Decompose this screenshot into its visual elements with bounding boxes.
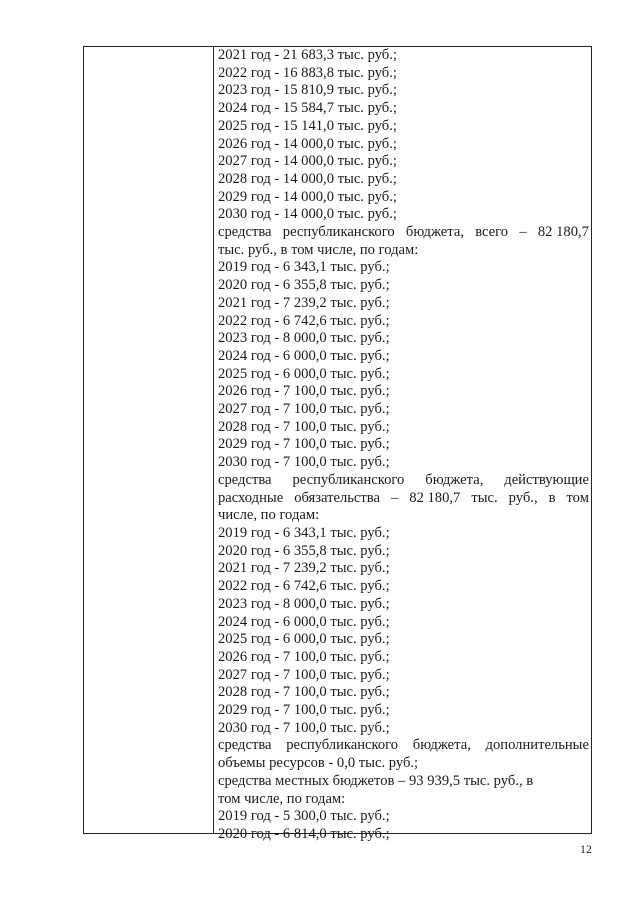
word: средства	[218, 737, 272, 754]
local-budget-heading: средства местных бюджетов – 93 939,5 тыс. руб., в	[218, 772, 534, 789]
word: республиканского	[286, 737, 399, 754]
funding-year-line: 2021 год - 7 239,2 тыс. руб.;	[218, 294, 390, 311]
word: бюджета,	[425, 471, 484, 488]
funding-year-line: 2019 год - 6 343,1 тыс. руб.;	[218, 259, 390, 276]
funding-year-line: 2025 год - 6 000,0 тыс. руб.;	[218, 631, 390, 648]
word: республиканского	[292, 471, 405, 488]
funding-year-line: 2025 год - 15 141,0 тыс. руб.;	[218, 117, 397, 134]
funding-year-line: 2019 год - 5 300,0 тыс. руб.;	[218, 808, 390, 825]
word: том	[566, 489, 589, 506]
republican-budget-total-heading-cont: тыс. руб., в том числе, по годам:	[218, 241, 419, 258]
funding-table	[83, 46, 592, 842]
word: –	[390, 489, 399, 506]
funding-year-line: 2019 год - 6 343,1 тыс. руб.;	[218, 524, 390, 541]
word: республиканского	[282, 224, 395, 241]
word: обязательства	[294, 489, 380, 506]
funding-year-line: 2026 год - 7 100,0 тыс. руб.;	[218, 648, 390, 665]
funding-year-line: 2024 год - 15 584,7 тыс. руб.;	[218, 100, 397, 117]
funding-year-line: 2029 год - 7 100,0 тыс. руб.;	[218, 702, 390, 719]
funding-year-line: 2022 год - 6 742,6 тыс. руб.;	[218, 312, 390, 329]
funding-year-line: 2028 год - 7 100,0 тыс. руб.;	[218, 684, 390, 701]
word: –	[519, 224, 527, 241]
funding-year-line: 2022 год - 16 883,8 тыс. руб.;	[218, 64, 397, 81]
funding-year-line: 2027 год - 14 000,0 тыс. руб.;	[218, 153, 397, 170]
funding-year-line: 2028 год - 7 100,0 тыс. руб.;	[218, 418, 390, 435]
funding-year-line: 2026 год - 7 100,0 тыс. руб.;	[218, 383, 390, 400]
funding-year-line: 2024 год - 6 000,0 тыс. руб.;	[218, 347, 390, 364]
word: в	[548, 489, 556, 506]
funding-year-line: 2020 год - 6 355,8 тыс. руб.;	[218, 542, 390, 559]
page-number: 12	[580, 842, 592, 856]
funding-year-line: 2024 год - 6 000,0 тыс. руб.;	[218, 613, 390, 630]
word: средства	[218, 471, 272, 488]
republican-additional-value: объемы ресурсов - 0,0 тыс. руб.;	[218, 755, 419, 772]
funding-year-line: 2027 год - 7 100,0 тыс. руб.;	[218, 666, 390, 683]
table-right-column	[218, 47, 589, 842]
funding-year-line: 2025 год - 6 000,0 тыс. руб.;	[218, 365, 390, 382]
word: средства	[218, 224, 272, 241]
local-budget-heading-cont: том числе, по годам:	[218, 790, 346, 807]
republican-additional-heading	[218, 737, 589, 755]
word: бюджета,	[412, 737, 471, 754]
word: руб.,	[508, 489, 538, 506]
table-left-column	[84, 47, 214, 833]
word: 82 180,7	[537, 224, 589, 241]
word: всего	[475, 224, 509, 241]
funding-year-line: 2030 год - 7 100,0 тыс. руб.;	[218, 719, 390, 736]
funding-year-line: 2023 год - 15 810,9 тыс. руб.;	[218, 82, 397, 99]
word: тыс.	[471, 489, 498, 506]
word: расходные	[218, 489, 284, 506]
republican-current-heading-cont	[218, 490, 589, 508]
republican-budget-total-heading	[218, 224, 589, 242]
funding-year-line: 2021 год - 21 683,3 тыс. руб.;	[218, 47, 397, 63]
funding-year-line: 2022 год - 6 742,6 тыс. руб.;	[218, 578, 390, 595]
republican-current-heading-end: числе, по годам:	[218, 507, 320, 524]
word: дополнительные	[485, 737, 589, 754]
funding-year-line: 2030 год - 7 100,0 тыс. руб.;	[218, 454, 390, 471]
funding-year-line: 2020 год - 6 814,0 тыс. руб.;	[218, 825, 390, 842]
funding-year-line: 2023 год - 8 000,0 тыс. руб.;	[218, 330, 390, 347]
funding-year-line: 2020 год - 6 355,8 тыс. руб.;	[218, 277, 390, 294]
funding-year-line: 2021 год - 7 239,2 тыс. руб.;	[218, 560, 390, 577]
funding-year-line: 2027 год - 7 100,0 тыс. руб.;	[218, 401, 390, 418]
funding-year-line: 2023 год - 8 000,0 тыс. руб.;	[218, 595, 390, 612]
republican-current-heading	[218, 472, 589, 490]
funding-year-line: 2029 год - 14 000,0 тыс. руб.;	[218, 188, 397, 205]
funding-year-line: 2030 год - 14 000,0 тыс. руб.;	[218, 206, 397, 223]
funding-year-line: 2029 год - 7 100,0 тыс. руб.;	[218, 436, 390, 453]
funding-year-line: 2026 год - 14 000,0 тыс. руб.;	[218, 135, 397, 152]
word: 82 180,7	[409, 489, 461, 506]
funding-year-line: 2028 год - 14 000,0 тыс. руб.;	[218, 170, 397, 187]
word: бюджета,	[405, 224, 464, 241]
word: действующие	[504, 471, 589, 488]
